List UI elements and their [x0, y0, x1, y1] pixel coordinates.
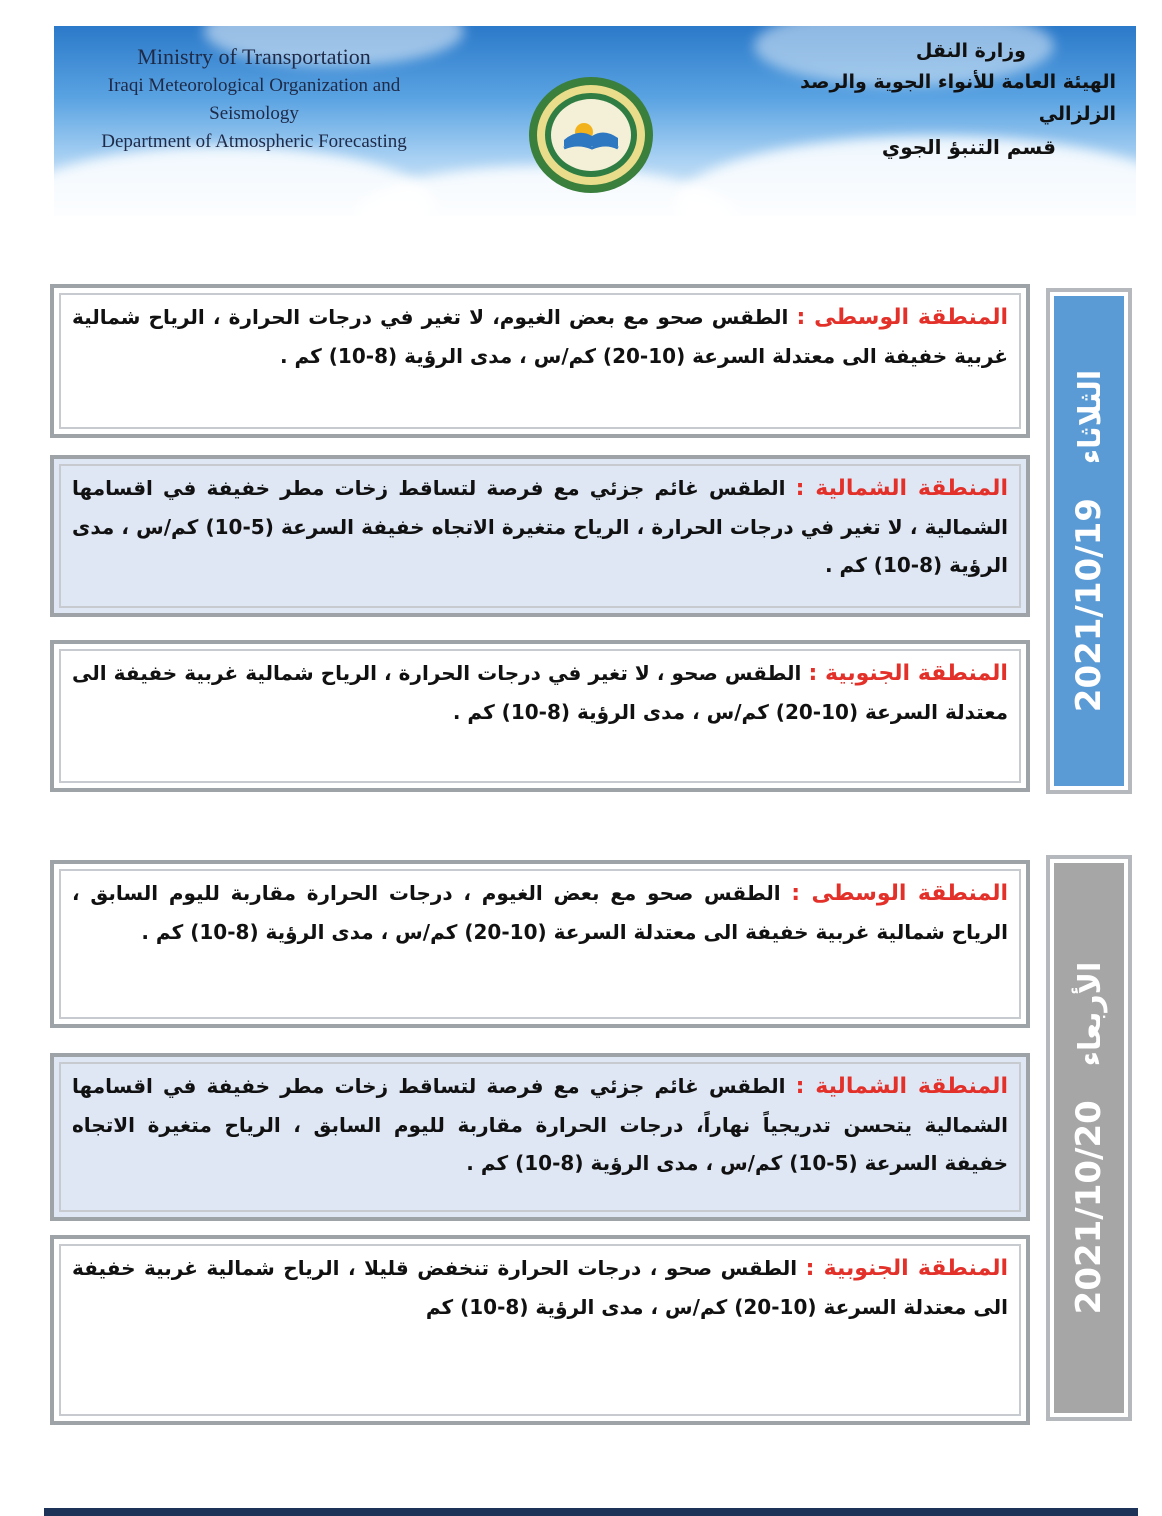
en-department: Department of Atmospheric Forecasting	[101, 131, 407, 152]
date: 2021/10/19	[1069, 498, 1109, 713]
ar-organization: الهيئة العامة للأنواء الجوية والرصد الزلزالي	[800, 71, 1116, 125]
region-name: المنطقة الوسطى :	[796, 305, 1009, 330]
region-description: الطقس صحو ، لا تغير في درجات الحرارة ، الرياح شمالية غربية خفيفة الى معتدلة السرعة (10-20) كم/س ، مدى الرؤية (8-10) كم .	[72, 661, 1008, 724]
day-name: الثلاثاء	[1073, 369, 1108, 465]
ar-department: قسم التنبؤ الجوي	[881, 135, 1056, 159]
date: 2021/10/20	[1069, 1100, 1109, 1315]
region-forecast	[72, 654, 1008, 731]
day2-date-panel	[1046, 855, 1132, 1421]
region-description: الطقس غائم جزئي مع فرصة لتساقط زخات مطر خفيفة في اقسامها الشمالية ، لا تغير في درجات الحرارة ، الرياح متغيرة الاتجاه خفيفة السرعة (5-10) كم/س ، مدى الرؤية (8-10) كم .	[72, 476, 1009, 577]
region-forecast	[72, 469, 1008, 584]
region-forecast	[72, 298, 1008, 375]
region-forecast	[72, 1067, 1008, 1182]
region-name: المنطقة الجنوبية :	[808, 661, 1008, 686]
region-forecast	[72, 1249, 1008, 1326]
region-description: الطقس صحو ، درجات الحرارة تنخفض قليلا ، الرياح شمالية غربية خفيفة الى معتدلة السرعة (10-20) كم/س ، مدى الرؤية (8-10) كم	[72, 1256, 1008, 1319]
day1-date-label	[1069, 370, 1109, 712]
en-ministry: Ministry of Transportation	[137, 44, 371, 69]
ar-ministry: وزارة النقل	[915, 40, 1026, 62]
day1-southern-region	[50, 640, 1030, 792]
region-description: الطقس صحو مع بعض الغيوم ، درجات الحرارة مقاربة لليوم السابق ، الرياح شمالية غربية خفيفة الى معتدلة السرعة (10-20) كم/س ، مدى الرؤية (8-10) كم .	[72, 881, 1008, 944]
region-name: المنطقة الشمالية :	[795, 476, 1008, 501]
day2-northern-region	[50, 1053, 1030, 1221]
en-organization: Iraqi Meteorological Organization and Seismology	[107, 75, 401, 124]
region-forecast	[72, 874, 1008, 951]
day-name: الأربعاء	[1073, 961, 1108, 1067]
day1-northern-region	[50, 455, 1030, 617]
footer-rule	[44, 1508, 1138, 1516]
organization-seal-icon	[526, 70, 656, 200]
day2-date-label	[1069, 962, 1109, 1315]
region-name: المنطقة الوسطى :	[791, 881, 1008, 906]
region-name: المنطقة الشمالية :	[795, 1074, 1008, 1099]
english-header	[74, 42, 434, 156]
header-banner	[54, 26, 1136, 216]
region-description: الطقس غائم جزئي مع فرصة لتساقط زخات مطر خفيفة في اقسامها الشمالية يتحسن تدريجياً نهاراً، درجات الحرارة مقاربة لليوم السابق ، الرياح متغيرة الاتجاه خفيفة السرعة (5-10) كم/س ، مدى الرؤية (8-10) كم .	[72, 1074, 1008, 1175]
day1-central-region	[50, 284, 1030, 438]
region-description: الطقس صحو مع بعض الغيوم، لا تغير في درجات الحرارة ، الرياح شمالية غربية خفيفة الى معتدلة السرعة (10-20) كم/س ، مدى الرؤية (8-10) كم .	[72, 305, 1008, 368]
day2-central-region	[50, 860, 1030, 1028]
arabic-header	[756, 36, 1116, 164]
day2-southern-region	[50, 1235, 1030, 1425]
day1-date-panel	[1046, 288, 1132, 794]
region-name: المنطقة الجنوبية :	[805, 1256, 1009, 1281]
